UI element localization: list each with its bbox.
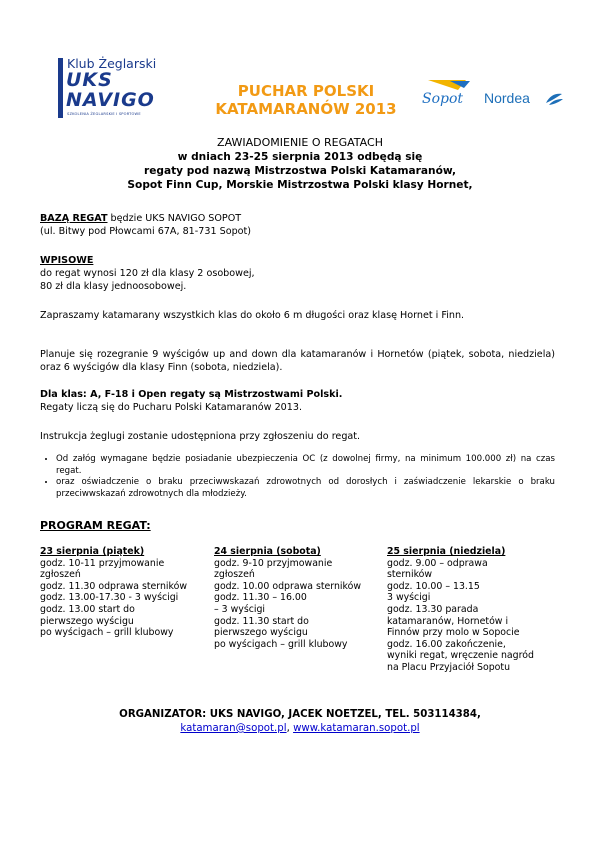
nordea-logo: [484, 90, 572, 110]
email-link[interactable]: katamaran@sopot.pl: [180, 723, 287, 734]
cup-title-line2: KATAMARANÓW 2013: [215, 100, 397, 118]
program-line: godz. 11.30 odprawa sterników: [40, 580, 188, 592]
program-line: godz. 10-11 przyjmowanie: [40, 557, 165, 569]
website-link[interactable]: www.katamaran.sopot.pl: [293, 723, 420, 734]
program-line: 3 wyścigi: [387, 592, 431, 604]
program-line: zgłoszeń: [40, 569, 81, 581]
sopot-logo: [420, 78, 476, 118]
footer: [60, 708, 540, 736]
nordea-wave-icon: [544, 91, 564, 107]
program-line: katamaranów, Hornetów i: [387, 615, 509, 627]
document-title: ZAWIADOMIENIE O REGATACH: [217, 136, 383, 149]
program-line: godz. 16.00 zakończenie,: [387, 638, 506, 650]
logo-bar: [58, 58, 63, 118]
program-day-heading: 25 sierpnia (niedziela): [387, 546, 506, 557]
headline-line3: Sopot Finn Cup, Morskie Mistrzostwa Polski klasy Hornet,: [127, 179, 473, 191]
cup-title-line1: PUCHAR POLSKI: [237, 82, 375, 100]
club-logo-line1: Klub Żeglarski: [67, 56, 157, 71]
invite-paragraph: [40, 309, 555, 322]
program-line: po wyścigach – grill klubowy: [214, 638, 348, 650]
cup-text: Regaty liczą się do Pucharu Polski Katamaranów 2013.: [40, 402, 303, 413]
program-line: godz. 9-10 przyjmowanie: [214, 557, 333, 569]
cup-title: [196, 82, 416, 118]
fee-label: WPISOWE: [40, 255, 94, 266]
program-line: godz. 13.30 parada: [387, 603, 479, 615]
championship-paragraph: [40, 388, 555, 414]
championship-text: Dla klas: A, F-18 i Open regaty są Mistrzostwami Polski.: [40, 389, 343, 400]
fee-line2: 80 zł dla klasy jednoosobowej.: [40, 281, 187, 292]
program-line: po wyścigach – grill klubowy: [40, 627, 174, 639]
club-logo-line3: NAVIGO: [66, 89, 155, 111]
base-text: będzie UKS NAVIGO SOPOT: [107, 213, 242, 224]
program-line: – 3 wyścigi: [214, 603, 266, 615]
base-label: BAZĄ REGAT: [40, 213, 108, 224]
races-text: Planuje się rozegranie 9 wyścigów up and down dla katamaranów i Hornetów (piątek, sobota, niedziela) oraz 6 wyścigów dla klasy Finn (sobota, niedziela).: [40, 349, 555, 373]
contact-links: [60, 722, 540, 736]
instructions-paragraph: [40, 430, 555, 443]
fee-section: [40, 254, 555, 293]
program-day-2: [214, 546, 384, 650]
program-day-heading: 24 sierpnia (sobota): [214, 546, 321, 557]
nordea-logo-text: Nordea: [484, 90, 530, 106]
program-line: pierwszego wyścigu: [214, 627, 308, 639]
program-line: zgłoszeń: [214, 569, 255, 581]
program-title: PROGRAM REGAT:: [40, 519, 151, 532]
program-line: pierwszego wyścigu: [40, 615, 134, 627]
headline: [60, 136, 540, 192]
club-logo-tagline: SZKOLENIA ŻEGLARSKIE I SPORTOWE: [67, 112, 141, 116]
program-day-1: [40, 546, 210, 639]
organizer-line: ORGANIZATOR: UKS NAVIGO, JACEK NOETZEL, TEL. 503114384,: [119, 709, 481, 720]
base-address: (ul. Bitwy pod Płowcami 67A, 81-731 Sopot): [40, 226, 252, 237]
instructions-text: Instrukcja żeglugi zostanie udostępniona przy zgłoszeniu do regat.: [40, 431, 361, 442]
fee-line1: do regat wynosi 120 zł dla klasy 2 osobowej,: [40, 268, 255, 279]
base-section: [40, 212, 555, 238]
program-line: Finnów przy molo w Sopocie: [387, 627, 520, 639]
headline-line2: regaty pod nazwą Mistrzostwa Polski Katamaranów,: [143, 165, 457, 177]
club-logo-line2: UKS: [66, 69, 113, 91]
program-line: sterników: [387, 569, 433, 581]
program-line: godz. 13.00-17.30 - 3 wyścigi: [40, 592, 179, 604]
program-day-heading: 23 sierpnia (piątek): [40, 546, 145, 557]
list-item: • Od załóg wymagane będzie posiadanie ubezpieczenia OC (z dowolnej firmy, na minimum 100.000 zł) na czas regat.: [56, 454, 555, 477]
invite-text: Zapraszamy katamarany wszystkich klas do około 6 m długości oraz klasę Hornet i Finn.: [40, 310, 465, 321]
program-line: godz. 13.00 start do: [40, 603, 135, 615]
club-logo: [58, 56, 158, 128]
list-item: • oraz oświadczenie o braku przeciwwskazań zdrowotnych od dorosłych i zaświadczenie lekarskie o braku przeciwwskazań zdrowotnych dla młodzieży.: [56, 477, 555, 500]
headline-line1: w dniach 23-25 sierpnia 2013 odbędą się: [177, 151, 423, 163]
program-line: godz. 11.30 – 16.00: [214, 592, 307, 604]
program-day-3: [387, 546, 567, 674]
program-line: godz. 10.00 odprawa sterników: [214, 580, 362, 592]
program-line: godz. 11.30 start do: [214, 615, 309, 627]
requirements-list: [40, 454, 555, 500]
link-separator: ,: [286, 723, 294, 734]
program-line: wyniki regat, wręczenie nagród: [387, 650, 534, 662]
program-line: godz. 9.00 – odprawa: [387, 557, 488, 569]
sopot-logo-text: Sopot: [422, 91, 464, 107]
program-line: godz. 10.00 – 13.15: [387, 580, 480, 592]
program-line: na Placu Przyjaciół Sopotu: [387, 661, 511, 673]
races-paragraph: [40, 348, 555, 374]
